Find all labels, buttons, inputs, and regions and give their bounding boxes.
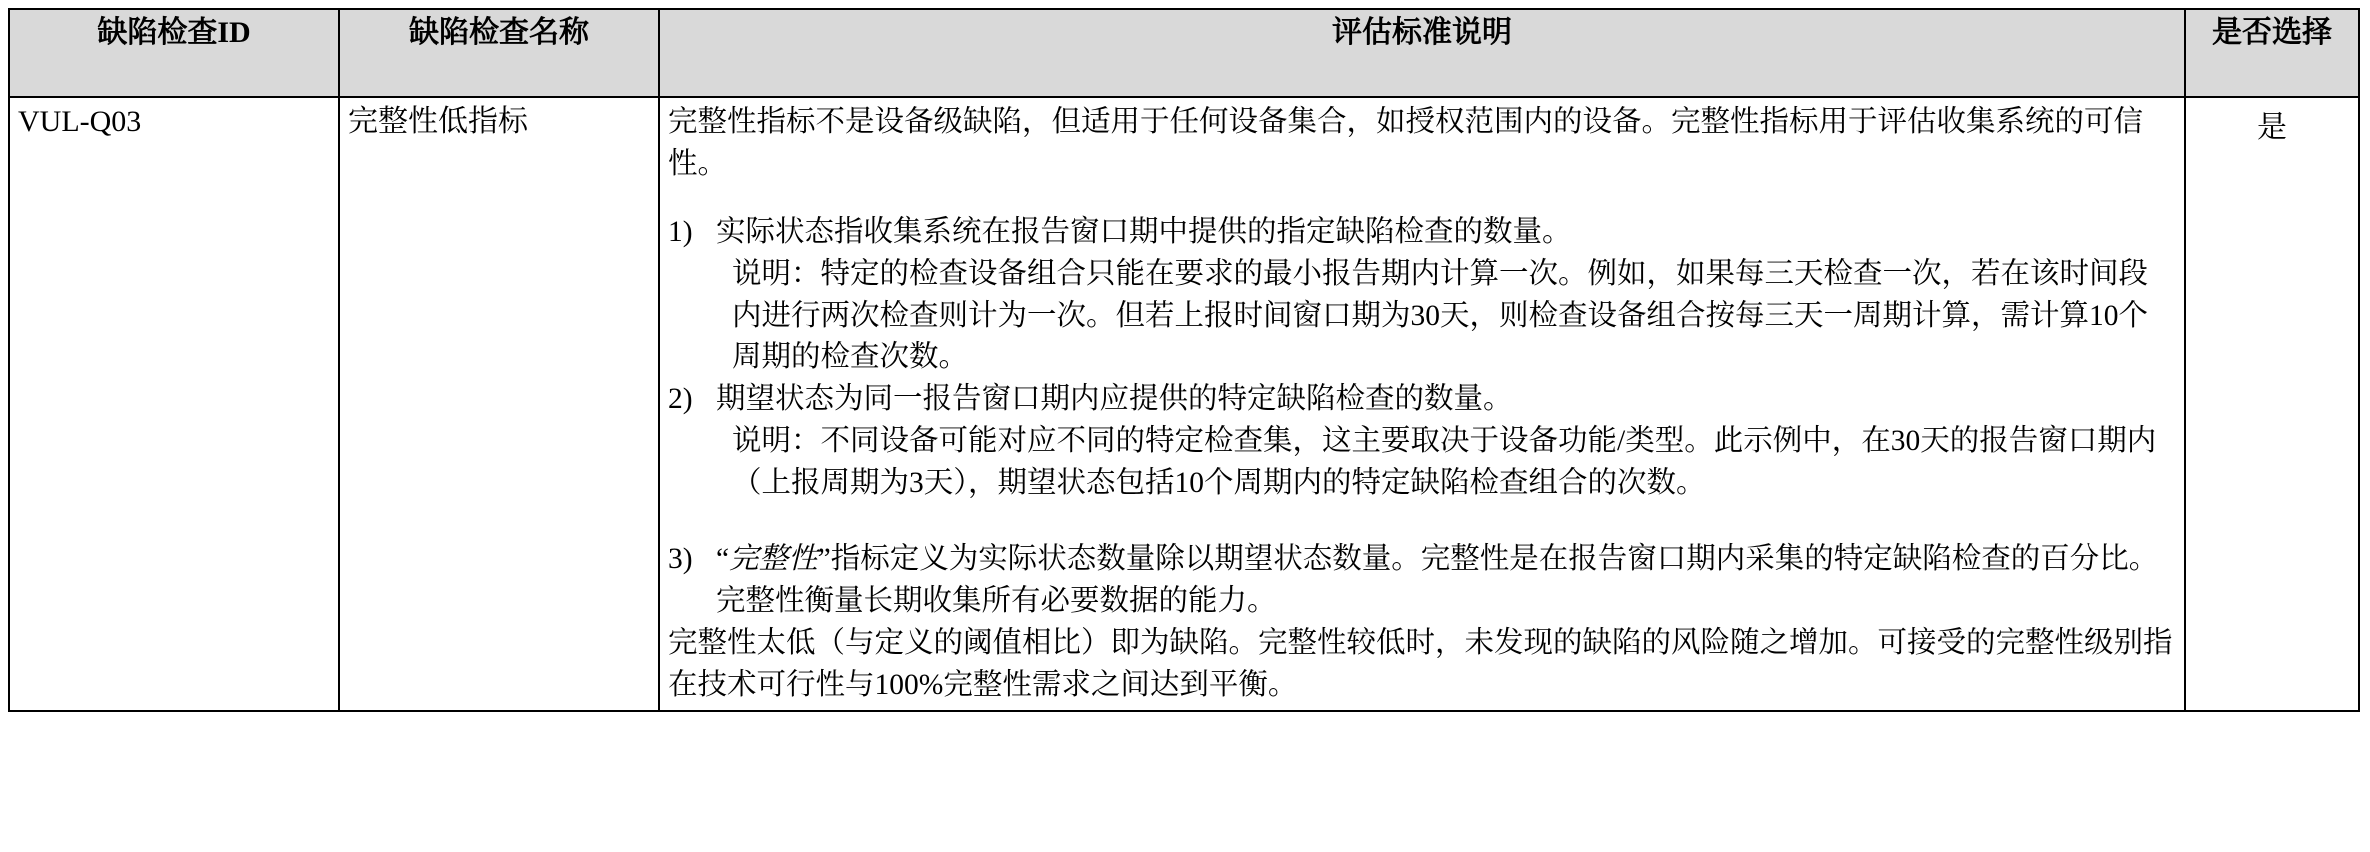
criteria-item-3-term: 完整性 [729,542,818,575]
criteria-item-2 [668,379,2176,421]
criteria-item-3-rest: ”指标定义为实际状态数量除以期望状态数量。完整性是在报告窗口期内采集的特定缺陷检查的百分比。完整性衡量长期收集所有必要数据的能力。 [716,542,2159,617]
description-tail: 完整性太低（与定义的阈值相比）即为缺陷。完整性较低时，未发现的缺陷的风险随之增加。可接受的完整性级别指在技术可行性与100%完整性需求之间达到平衡。 [668,626,2173,701]
column-header-name: 缺陷检查名称 [339,9,659,97]
criteria-item-1-number: 1) [668,215,693,248]
criteria-item-2-note: 说明：不同设备可能对应不同的特定检查集，这主要取决于设备功能/类型。此示例中，在30天的报告窗口期内（上报周期为3天），期望状态包括10个周期内的特定缺陷检查组合的次数。 [732,425,2157,499]
cell-criteria-description [659,97,2185,711]
criteria-item-1 [668,212,2176,254]
criteria-item-3-number: 3) [668,542,693,575]
description-intro: 完整性指标不是设备级缺陷，但适用于任何设备集合，如授权范围内的设备。完整性指标用于评估收集系统的可信性。 [668,106,2144,180]
table-row [9,97,2359,711]
vulnerability-check-table [8,8,2360,712]
criteria-item-3-text [716,539,2176,623]
column-header-id: 缺陷检查ID [9,9,339,97]
cell-selected: 是 [2185,97,2359,711]
spacer [668,505,2176,539]
table-body [9,97,2359,711]
table-header [9,9,2359,97]
column-header-selected: 是否选择 [2185,9,2359,97]
criteria-item-1-text: 实际状态指收集系统在报告窗口期中提供的指定缺陷检查的数量。 [716,215,1572,248]
criteria-item-2-number: 2) [668,383,693,416]
cell-check-id: VUL-Q03 [9,97,339,711]
criteria-item-1-note: 说明：特定的检查设备组合只能在要求的最小报告期内计算一次。例如，如果每三天检查一次，若在该时间段内进行两次检查则计为一次。但若上报时间窗口期为30天，则检查设备组合按每三天一周期计算，需计算10个周期的检查次数。 [732,257,2149,374]
criteria-item-3-quote-open: “ [716,542,730,575]
column-header-description: 评估标准说明 [659,9,2185,97]
cell-check-name: 完整性低指标 [339,97,659,711]
criteria-item-3 [668,539,2176,623]
criteria-item-2-text: 期望状态为同一报告窗口期内应提供的特定缺陷检查的数量。 [716,383,1513,416]
table-header-row [9,9,2359,97]
